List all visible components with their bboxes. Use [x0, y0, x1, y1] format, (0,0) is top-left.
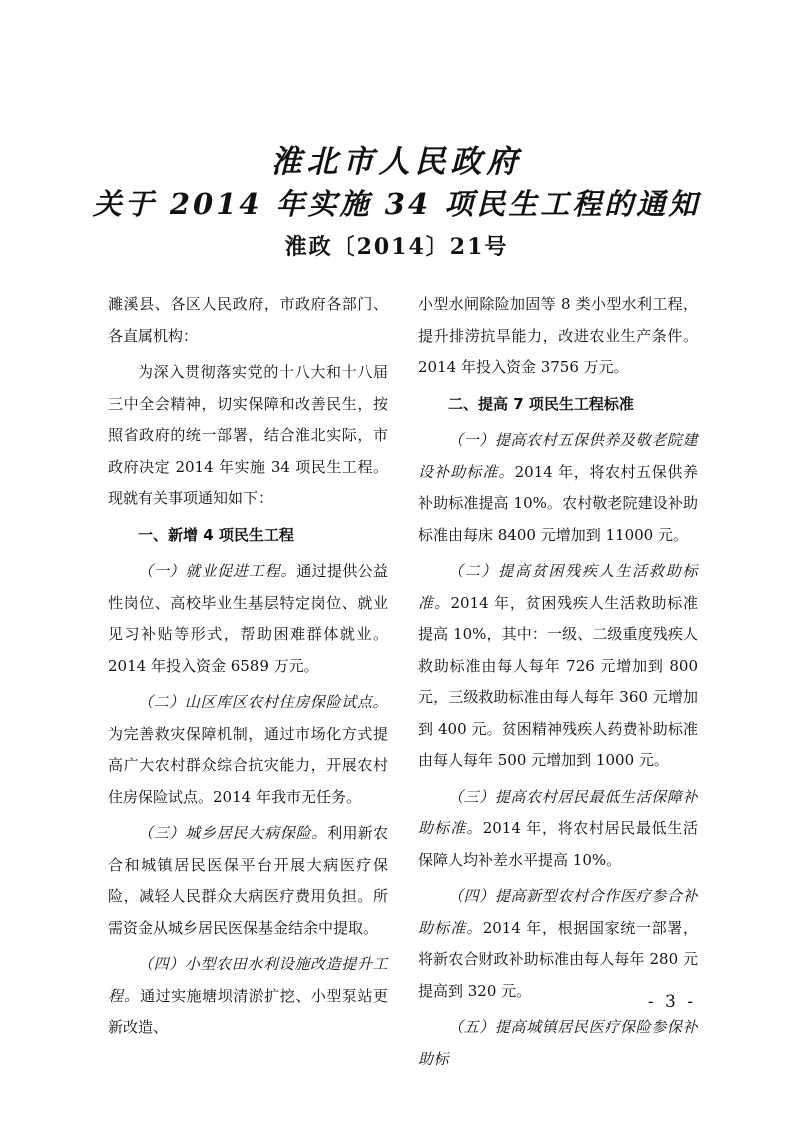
section-heading-raised-standards: 二、提高 7 项民生工程标准: [448, 394, 634, 413]
document-title-issuer: 淮北市人民政府: [270, 144, 523, 180]
paragraph-rural-medical-body: 2014 年，根据国家统一部署，将新农合财政补助标准由每人每年 280 元提高到 320 元。: [418, 918, 698, 1000]
subheading-illness-insurance: （三）城乡居民大病保险。: [138, 824, 328, 842]
paragraph-water-conservancy: [108, 949, 388, 1044]
paragraph-minimum-living-body: 2014 年，将农村居民最低生活保障人均补差水平提高 10%。: [418, 819, 698, 869]
page-number: - 3 -: [647, 992, 696, 1012]
paragraph-minimum-living: [418, 782, 698, 877]
intro-paragraph: 为深入贯彻落实党的十八大和十八届三中全会精神，切实保障和改善民生，按照省政府的统一部署，结合淮北实际，市政府决定 2014 年实施 34 项民生工程。现就有关事项通知如下：: [108, 363, 388, 507]
addressee: 濉溪县、各区人民政府，市政府各部门、各直属机构：: [108, 295, 388, 345]
paragraph-employment-body: 通过提供公益性岗位、高校毕业生基层特定岗位、就业见习补贴等形式，帮助困难群体就业。2014 年投入资金 6589 万元。: [108, 562, 388, 675]
paragraph-housing-insurance-body: 为完善救灾保障机制，通过市场化方式提高广大农村群众综合抗灾能力，开展农村住房保险试点。2014 年我市无任务。: [108, 724, 388, 806]
paragraph-employment: [108, 556, 388, 682]
section-heading-new-projects: 一、新增 4 项民生工程: [138, 525, 294, 544]
subheading-water-conservancy: （四）小型农田水利设施改造提升工程。: [108, 955, 388, 1005]
paragraph-five-guarantee: [418, 425, 698, 551]
subheading-minimum-living: （三）提高农村居民最低生活保障补助标准。: [418, 787, 698, 837]
paragraph-illness-insurance-body: 利用新农合和城镇居民医保平台开展大病医疗保险，减轻人民群众大病医疗费用负担。所需资金从城乡居民医保基金结余中提取。: [108, 824, 388, 937]
document-number: 淮政〔2014〕21号: [284, 234, 509, 260]
paragraph-disabled-relief-body: 2014 年，贫困残疾人生活救助标准提高 10%，其中：一级、二级重度残疾人救助标准由每人每年 726 元增加到 800 元，三级救助标准由每人每年 360 元增加到 400 元。贫困精神残疾人药费补助标准由每人每年 500 元增加到 1000 元。: [418, 593, 698, 769]
paragraph-water-conservancy-continued: 小型水闸除险加固等 8 类小型水利工程，提升排涝抗旱能力，改进农业生产条件。2014 年投入资金 3756 万元。: [418, 295, 698, 376]
subheading-five-guarantee: （一）提高农村五保供养及敬老院建设补助标准。: [418, 431, 698, 481]
subheading-housing-insurance: （二）山区库区农村住房保险试点。: [138, 693, 388, 711]
paragraph-rural-medical: [418, 881, 698, 1007]
title-block: [0, 142, 793, 262]
paragraph-five-guarantee-body: 2014 年，将农村五保供养补助标准提高 10%。农村敬老院建设补助标准由每床 8400 元增加到 11000 元。: [418, 462, 698, 544]
paragraph-illness-insurance: [108, 818, 388, 944]
right-column: [418, 289, 698, 1080]
document-title-subject: 关于 2014 年实施 34 项民生工程的通知: [92, 187, 701, 221]
paragraph-housing-insurance: [108, 687, 388, 813]
subheading-disabled-relief: （二）提高贫困残疾人生活救助标准。: [418, 562, 698, 612]
paragraph-water-conservancy-body: 通过实施塘坝清淤扩挖、小型泵站更新改造、: [108, 986, 388, 1036]
paragraph-disabled-relief: [418, 556, 698, 777]
subheading-rural-medical: （四）提高新型农村合作医疗参合补助标准。: [418, 887, 698, 937]
subheading-employment: （一）就业促进工程。: [138, 562, 297, 580]
subheading-urban-medical: （五）提高城镇居民医疗保险参保补助标: [418, 1018, 698, 1068]
paragraph-urban-medical: [418, 1012, 698, 1075]
left-column: [108, 289, 388, 1049]
